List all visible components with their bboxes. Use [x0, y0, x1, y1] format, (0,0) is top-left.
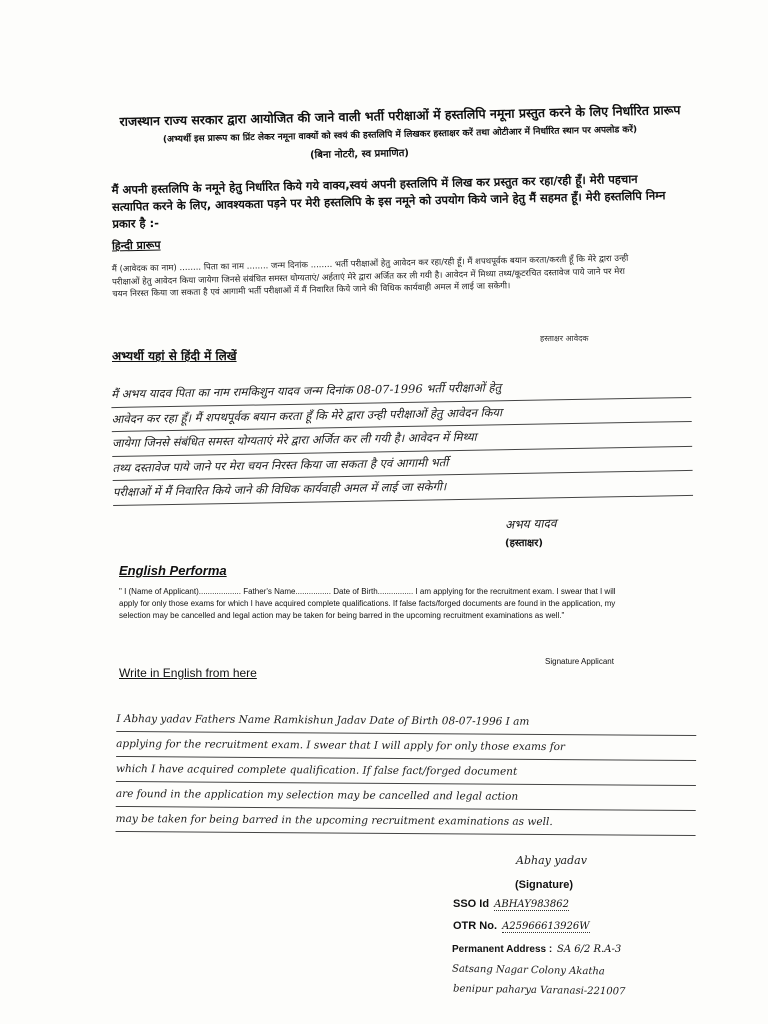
- form-note: (बिना नोटरी, स्व प्रमाणित): [309, 147, 410, 162]
- address-line-2: Satsang Nagar Colony Akatha: [451, 963, 605, 978]
- handwritten-line: applying for the recruitment exam. I swear that I will apply for only those exams for: [116, 732, 696, 761]
- english-handwritten-signature: Abhay yadav: [516, 854, 587, 867]
- handwritten-line: are found in the application my selection may be cancelled and legal action: [116, 782, 696, 811]
- hindi-handwritten-signature: अभय यादव: [504, 516, 557, 532]
- intro-paragraph: मैं अपनी हस्तलिपि के नमूने हेतु निर्धारित किये गये वाक्य,स्वयं अपनी हस्तलिपि में लिख कर प्रस्तुत कर रहा/रही हूँ। मेरी पहचान सत्यापित करने के लिए, आवश्यकता पड़ने पर मेरी हस्तलिपि के इस नमूने को उपयोग किये जाने हेतु मैं सहमत हूँ। मेरी हस्तलिपि निम्न प्रकार है :-: [111, 171, 666, 231]
- hindi-template-text: मैं (आवेदक का नाम) ........ पिता का नाम ........ जन्म दिनांक ........ भर्ती परीक्षाओं हेतु आवेदन कर रहा/रही हूँ। मैं शपथपूर्वक बयान करता/करती हूँ कि मेरे द्वारा उन्ही परीक्षाओं हेतु आवेदन किया जायेगा जिनसे संबंधित समस्त योग्यताएं/ अर्हताएं मेरे द्वारा अर्जित कर ली गयी है। आवेदन में मिथ्या तथ्य/कूटरचित दस्तावेज पाये जाने पर मेरा चयन निरस्त किया जा सकता है एवं आगामी भर्ती परीक्षाओं में मैं निवारित किये जाने की विधिक कार्यवाही अमल में लाई जा सकेगी।: [111, 253, 629, 300]
- english-signature-label: Signature Applicant: [545, 657, 614, 666]
- english-section-heading: English Performa: [119, 563, 227, 578]
- sso-id-row: [453, 898, 569, 910]
- address-line-1: SA 6/2 R.A-3: [557, 944, 622, 955]
- hindi-signature-caption: (हस्ताक्षर): [505, 538, 543, 549]
- handwritten-line: जायेगा जिनसे संबंधित समस्त योग्यताएं मेरे द्वारा अर्जित कर ली गयी है। आवेदन में मिथ्या: [112, 422, 692, 457]
- permanent-address-label: Permanent Address :: [452, 944, 553, 955]
- otr-number-label: OTR No.: [453, 920, 497, 932]
- sso-id-label: SSO Id: [453, 898, 490, 910]
- hindi-handwriting-block: [111, 373, 693, 506]
- form-subtitle: (अभ्यर्थी इस प्रारूप का प्रिंट लेकर नमूना वाक्यों को स्वयं की हस्तलिपि में लिखकर हस्ताक्षर करें तथा ओटीआर में निर्धारित स्थान पर अपलोड करें): [162, 125, 638, 145]
- hindi-section-heading: हिन्दी प्रारूप: [111, 238, 161, 253]
- address-line-3: benipur paharya Varanasi-221007: [452, 983, 626, 998]
- otr-number-row: [453, 920, 590, 932]
- hindi-signature-label: हस्ताक्षर आवेदक: [540, 334, 589, 343]
- handwritten-line: आवेदन कर रहा हूँ। मैं शपथपूर्वक बयान करता हूँ कि मेरे द्वारा उन्ही परीक्षाओं हेतु आवेदन किया: [111, 397, 691, 432]
- otr-number-value: A25966613926W: [502, 921, 590, 932]
- english-template-text: " I (Name of Applicant)................... Father's Name................ Date of Birth................ I am applying for the recruitment exam. I swear that I will apply for only those exams for which I have acquired complete qualifications. If false facts/forged documents are found in the application, my selection may be cancelled and legal action may be taken for being barred in the upcoming recruitment examinations as well.": [119, 587, 616, 620]
- hindi-write-instruction: अभ्यर्थी यहां से हिंदी में लिखें: [112, 349, 237, 363]
- handwritten-line: तथ्य दस्तावेज पाये जाने पर मेरा चयन निरस्त किया जा सकता है एवं आगामी भर्ती: [112, 446, 692, 481]
- handwritten-line: मैं अभय यादव पिता का नाम रामकिशुन यादव जन्म दिनांक 08-07-1996 भर्ती परीक्षाओं हेतु: [111, 373, 691, 408]
- english-signature-caption: (Signature): [515, 879, 574, 891]
- form-title: राजस्थान राज्य सरकार द्वारा आयोजित की जाने वाली भर्ती परीक्षाओं में हस्तलिपि नमूना प्रस्तुत करने के लिए निर्धारित प्रारूप: [119, 102, 681, 129]
- permanent-address-row: [452, 944, 621, 955]
- handwritten-line: may be taken for being barred in the upcoming recruitment examinations as well.: [116, 807, 696, 836]
- handwritten-line: which I have acquired complete qualification. If false fact/forged document: [116, 757, 696, 786]
- handwritten-line: I Abhay yadav Fathers Name Ramkishun Jadav Date of Birth 08-07-1996 I am: [116, 707, 696, 736]
- handwritten-line: परीक्षाओं में मैं निवारित किये जाने की विधिक कार्यवाही अमल में लाई जा सकेगी।: [113, 471, 693, 506]
- sso-id-value: ABHAY983862: [494, 899, 570, 910]
- english-write-instruction: Write in English from here: [119, 666, 257, 680]
- english-handwriting-block: [116, 707, 697, 836]
